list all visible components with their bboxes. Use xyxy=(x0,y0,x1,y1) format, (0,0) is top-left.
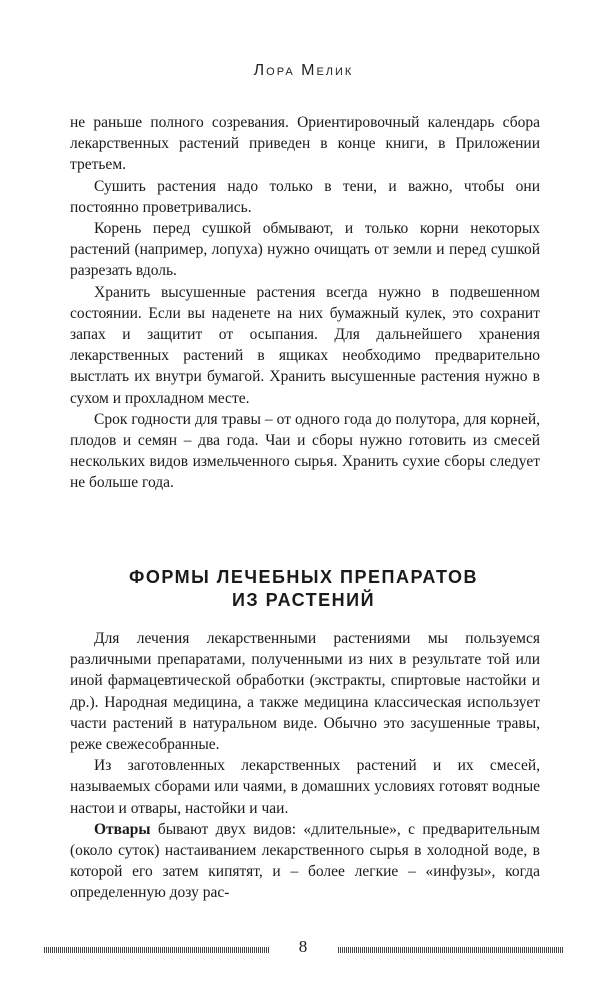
section-heading xyxy=(0,566,607,612)
section-heading-line-1: ФОРМЫ ЛЕЧЕБНЫХ ПРЕПАРАТОВ xyxy=(128,567,479,587)
paragraph: Сушить растения надо только в тени, и важно, чтобы они постоянно проветривались. xyxy=(70,177,540,216)
paragraph-decoctions-text: бывают двух видов: «длительные», с предварительным (около суток) настаиванием лекарственного сырья в холодной воде, в которой его затем кипятят, и – более легкие – «инфузы», когда определенную дозу рас- xyxy=(70,820,540,902)
paragraph: Срок годности для травы – от одного года до полутора, для корней, плодов и семян – два года. Чаи и сборы нужно готовить из смесей нескольких видов измельченного сырья. Хранить сухие сборы следует не больше года. xyxy=(70,410,540,492)
paragraph-decoctions xyxy=(70,819,540,904)
paragraph: не раньше полного созревания. Ориентировочный календарь сбора лекарственных растений приведен в конце книги, в Приложении третьем. xyxy=(70,114,540,174)
term-decoctions: Отвары xyxy=(94,820,151,838)
paragraph: Корень перед сушкой обмывают, и только корни некоторых растений (например, лопуха) нужно очищать от земли и перед сушкой разрезать вдоль. xyxy=(70,220,540,280)
paragraph: Для лечения лекарственными растениями мы пользуемся различными препаратами, полученными из них в результате той или иной фармацевтической обработки (экстракты, спиртовые настойки и др.). Народная медицина, а также медицина классическая использует части растений в натуральном виде. Обычно это засушенные травы, реже свежесобранные. xyxy=(70,630,540,754)
page-number: 8 xyxy=(298,937,308,956)
section-heading-line-2: ИЗ РАСТЕНИЙ xyxy=(231,590,376,610)
footer-rule-left xyxy=(44,947,269,953)
footer-rule-right xyxy=(338,947,563,953)
paragraph: Из заготовленных лекарственных растений и их смесей, называемых сборами или чаями, в домашних условиях готовят водные настои и отвары, настойки и чаи. xyxy=(70,757,540,817)
text-block-before-heading xyxy=(70,112,540,494)
paragraph: Хранить высушенные растения всегда нужно в подвешенном состоянии. Если вы наденете на них бумажный кулек, это сохранит запах и защитит от осыпания. Для дальнейшего хранения лекарственных растений в ящиках необходимо предварительно выстлать их внутри бумагой. Хранить высушенные растения нужно в сухом и прохладном месте. xyxy=(70,283,540,407)
text-block-after-heading xyxy=(70,628,540,904)
running-head-author: Лора Мелик xyxy=(253,62,354,79)
